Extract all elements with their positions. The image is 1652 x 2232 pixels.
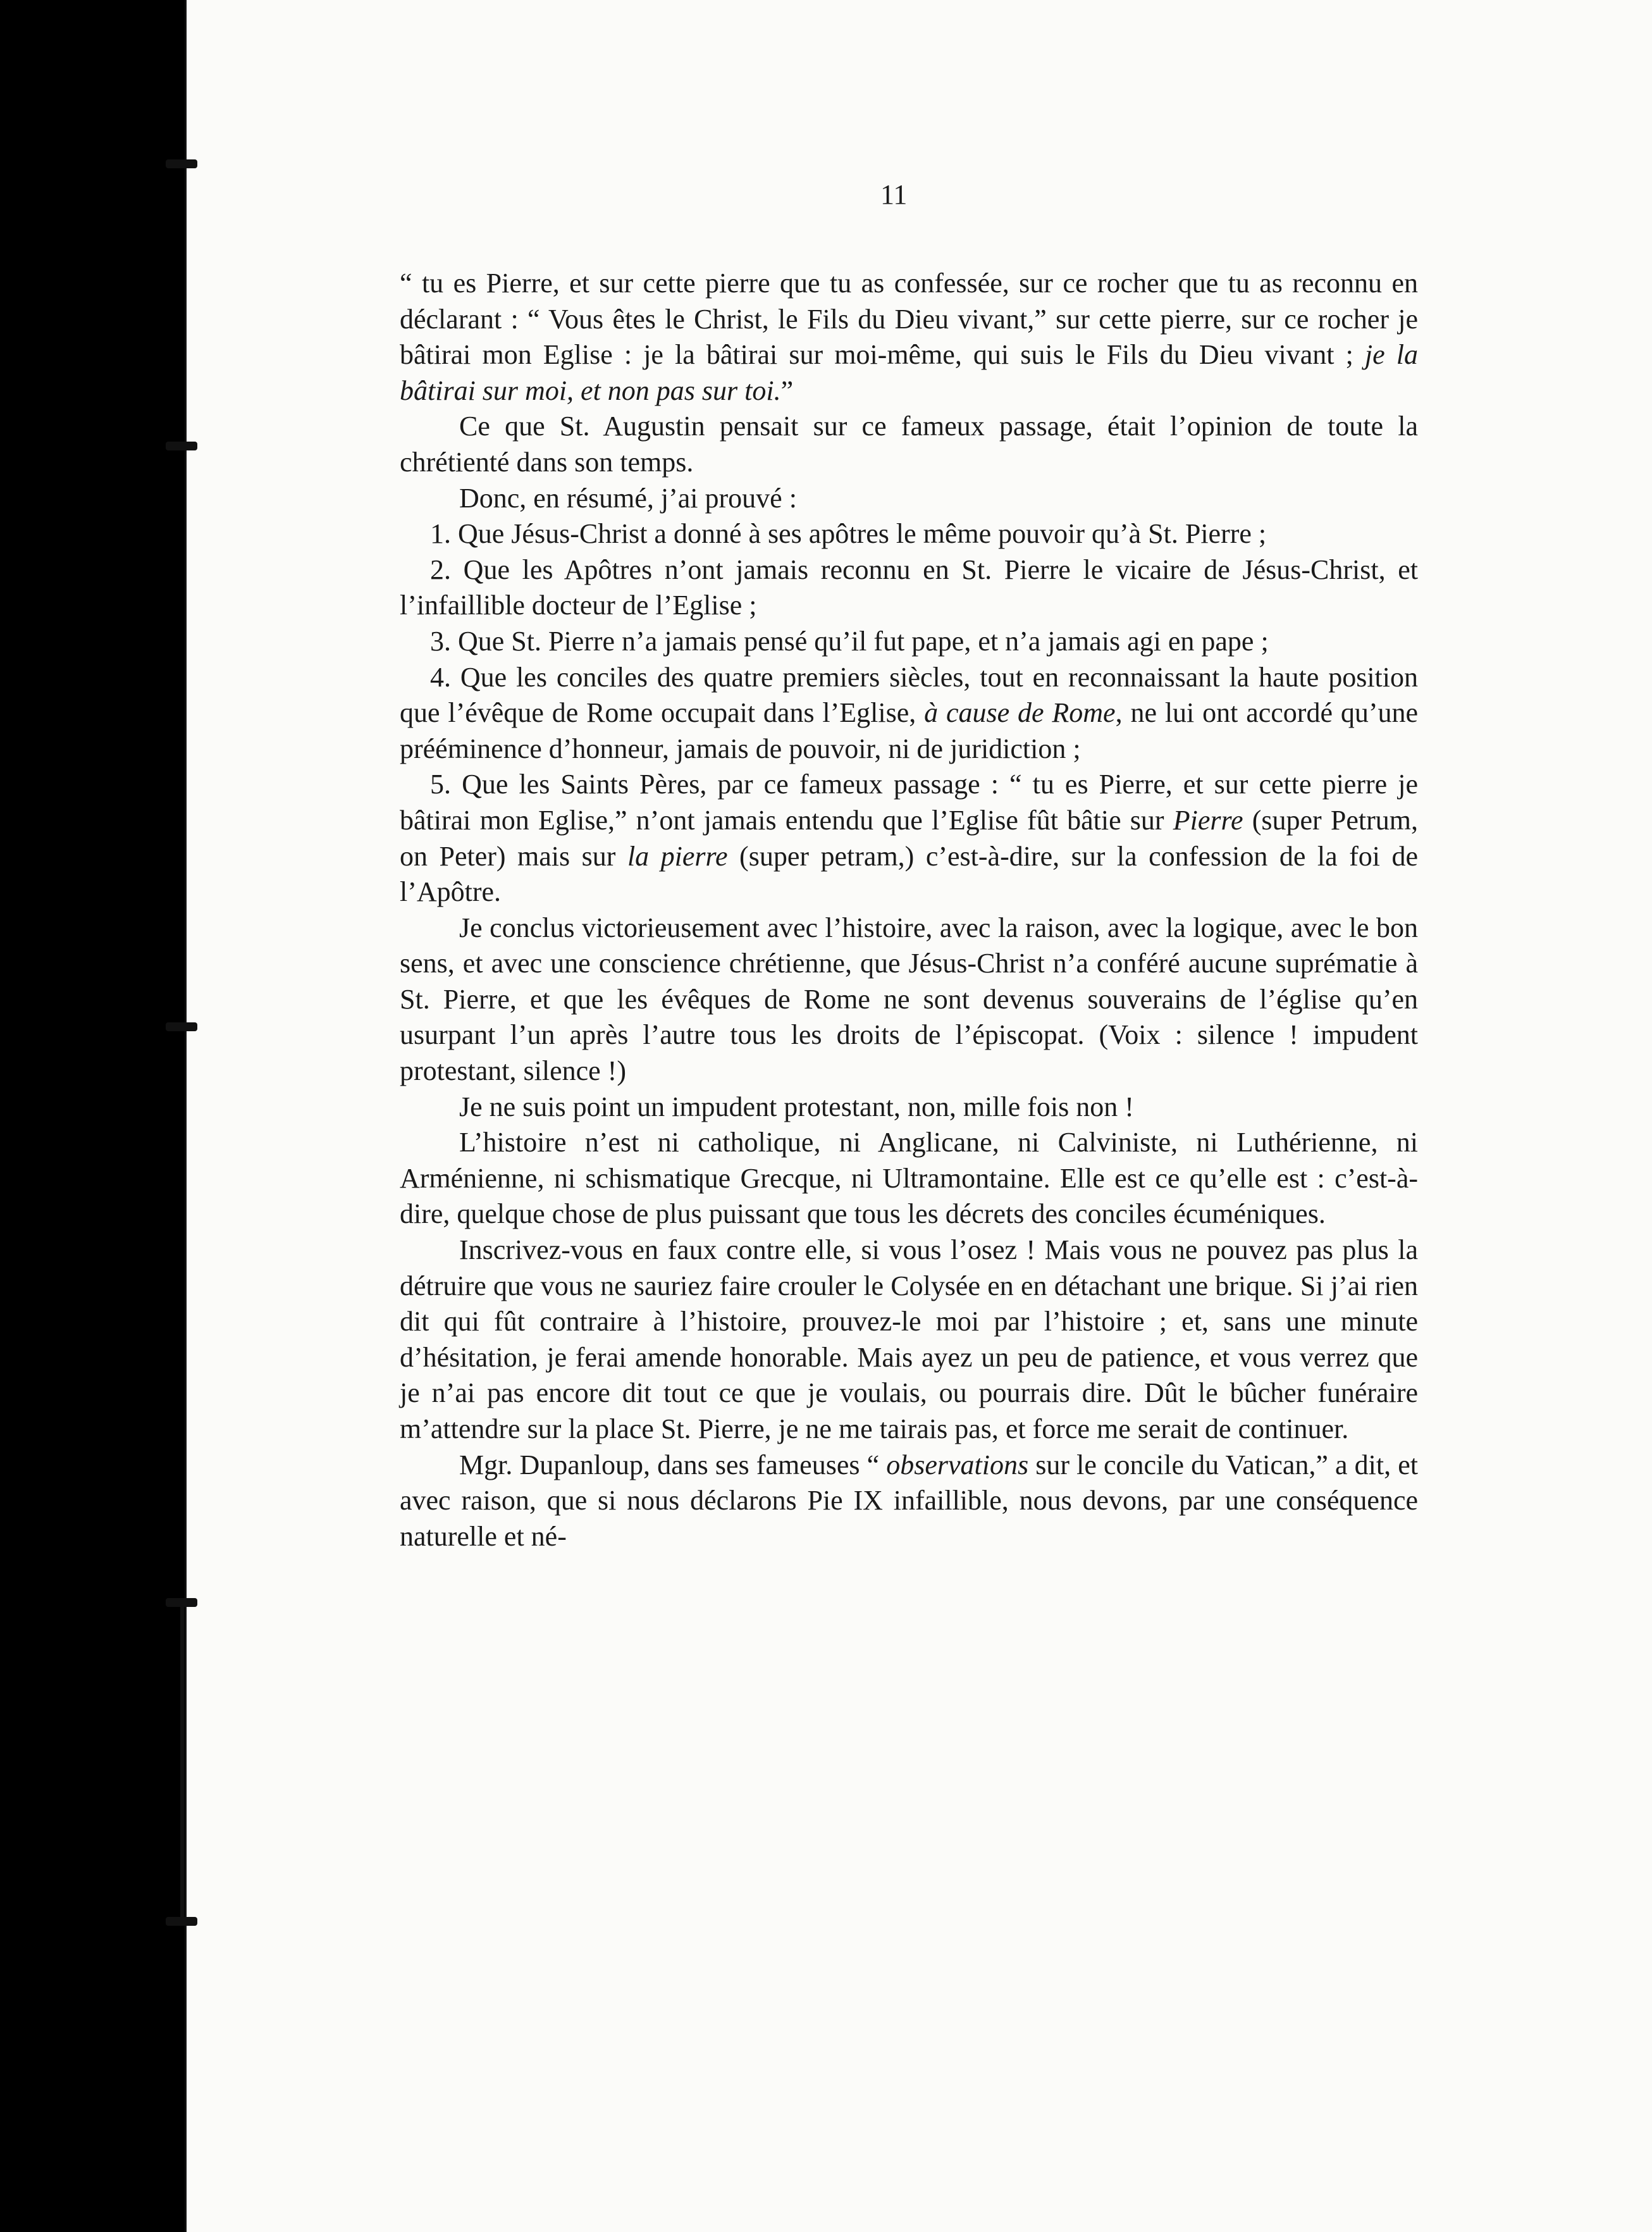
paragraph: [400, 1232, 1418, 1448]
list-item: [400, 767, 1418, 910]
text-run: 1. Que Jésus-Christ a donné à ses apôtres le même pouvoir qu’à St. Pierre ;: [430, 518, 1267, 550]
body-text: [400, 266, 1418, 1554]
text-run: Inscrivez-vous en faux contre elle, si vous l’osez ! Mais vous ne pouvez pas plus la détruire que vous ne sauriez faire crouler le Colysée en en détachant une brique. Si j’ai rien dit qui fût contraire à l’histoire, prouvez-le moi par l’histoire ; et, sans une minute d’hésitation, je ferai amende honorable. Mais ayez un peu de patience, et vous verrez que je n’ai pas encore dit tout ce que je voulais, ou pourrais dire. Dût le bûcher funéraire m’attendre sur la place St. Pierre, je ne me tairais pas, et force me serait de continuer.: [400, 1234, 1418, 1444]
italic-text: observations: [886, 1449, 1029, 1480]
list-item: [400, 660, 1418, 767]
paragraph: [400, 1125, 1418, 1232]
binding-thread: [180, 1598, 184, 1917]
binding-stitch-mark: [166, 442, 197, 450]
italic-text: Pierre: [1173, 804, 1243, 836]
paragraph: [400, 409, 1418, 480]
binding-stitch-mark: [166, 1022, 197, 1031]
italic-text: je la bâtirai sur moi, et non pas sur toi.: [400, 339, 1418, 406]
italic-text: la pierre: [627, 840, 728, 872]
text-run: Donc, en résumé, j’ai prouvé :: [459, 482, 797, 514]
text-run: (super petram,) c’est-à-dire, sur la confession de la foi de l’Apôtre.: [400, 840, 1419, 908]
page-number: 11: [880, 179, 908, 210]
text-run: Mgr. Dupanloup, dans ses fameuses “: [459, 1449, 887, 1480]
text-run: “ tu es Pierre, et sur cette pierre que tu as confessée, sur ce rocher que tu as reconnu en déclarant : “ Vous êtes le Christ, le Fils du Dieu vivant,” sur cette pierre, sur ce rocher je bâtirai mon Eglise : je la bâtirai sur moi-même, qui suis le Fils du Dieu vivant ;: [400, 268, 1418, 371]
paragraph: [400, 910, 1418, 1089]
text-run: Je ne suis point un impudent protestant, non, mille fois non !: [459, 1091, 1134, 1122]
text-run: Je conclus victorieusement avec l’histoire, avec la raison, avec la logique, avec le bon sens, et avec une conscience chrétienne, que Jésus-Christ n’a conféré aucune suprématie à St. Pierre, et que les évêques de Rome ne sont devenus souverains de l’église qu’en usurpant l’un après l’autre tous les droits de l’épiscopat. (Voix : silence ! impudent protestant, silence !): [400, 912, 1418, 1087]
paragraph: [400, 266, 1418, 409]
text-run: ”: [780, 375, 794, 406]
list-item: [400, 516, 1418, 552]
text-run: 4. Que les conciles des quatre premiers siècles, tout en reconnaissant la haute position que l’évêque de Rome occupait dans l’Eglise,: [400, 661, 1418, 729]
text-run: Ce que St. Augustin pensait sur ce fameux passage, était l’opinion de toute la chrétienté dans son temps.: [400, 411, 1418, 478]
binding-edge: [185, 0, 187, 2232]
list-item: [400, 552, 1418, 624]
paragraph: [400, 1089, 1418, 1125]
binding-stitch-mark: [166, 159, 197, 168]
binding-stitch-mark: [166, 1917, 197, 1926]
text-run: L’histoire n’est ni catholique, ni Anglicane, ni Calviniste, ni Luthérienne, ni Arménienne, ni schismatique Grecque, ni Ultramontaine. Elle est ce qu’elle est : c’est-à-dire, quelque chose de plus puissant que tous les décrets des conciles écuméniques.: [400, 1127, 1418, 1230]
text-run: , ne lui ont accordé qu’une prééminence d’honneur, jamais de pouvoir, ni de juridiction ;: [400, 697, 1419, 764]
paragraph: [400, 1448, 1418, 1555]
text-run: 3. Que St. Pierre n’a jamais pensé qu’il fut pape, et n’a jamais agi en pape ;: [430, 625, 1269, 657]
paragraph: [400, 481, 1418, 517]
text-run: (super Petrum, on Peter) mais sur: [400, 804, 1419, 872]
italic-text: à cause de Rome: [924, 697, 1116, 729]
list-item: [400, 624, 1418, 660]
text-run: 5. Que les Saints Pères, par ce fameux passage : “ tu es Pierre, et sur cette pierre je bâtirai mon Eglise,” n’ont jamais entendu que l’Eglise fût bâtie sur: [400, 769, 1418, 836]
text-run: 2. Que les Apôtres n’ont jamais reconnu en St. Pierre le vicaire de Jésus-Christ, et l’infaillible docteur de l’Eglise ;: [400, 554, 1418, 621]
text-run: sur le concile du Vatican,” a dit, et avec raison, que si nous déclarons Pie IX infaillible, nous devons, par une conséquence naturelle et né-: [400, 1449, 1419, 1552]
